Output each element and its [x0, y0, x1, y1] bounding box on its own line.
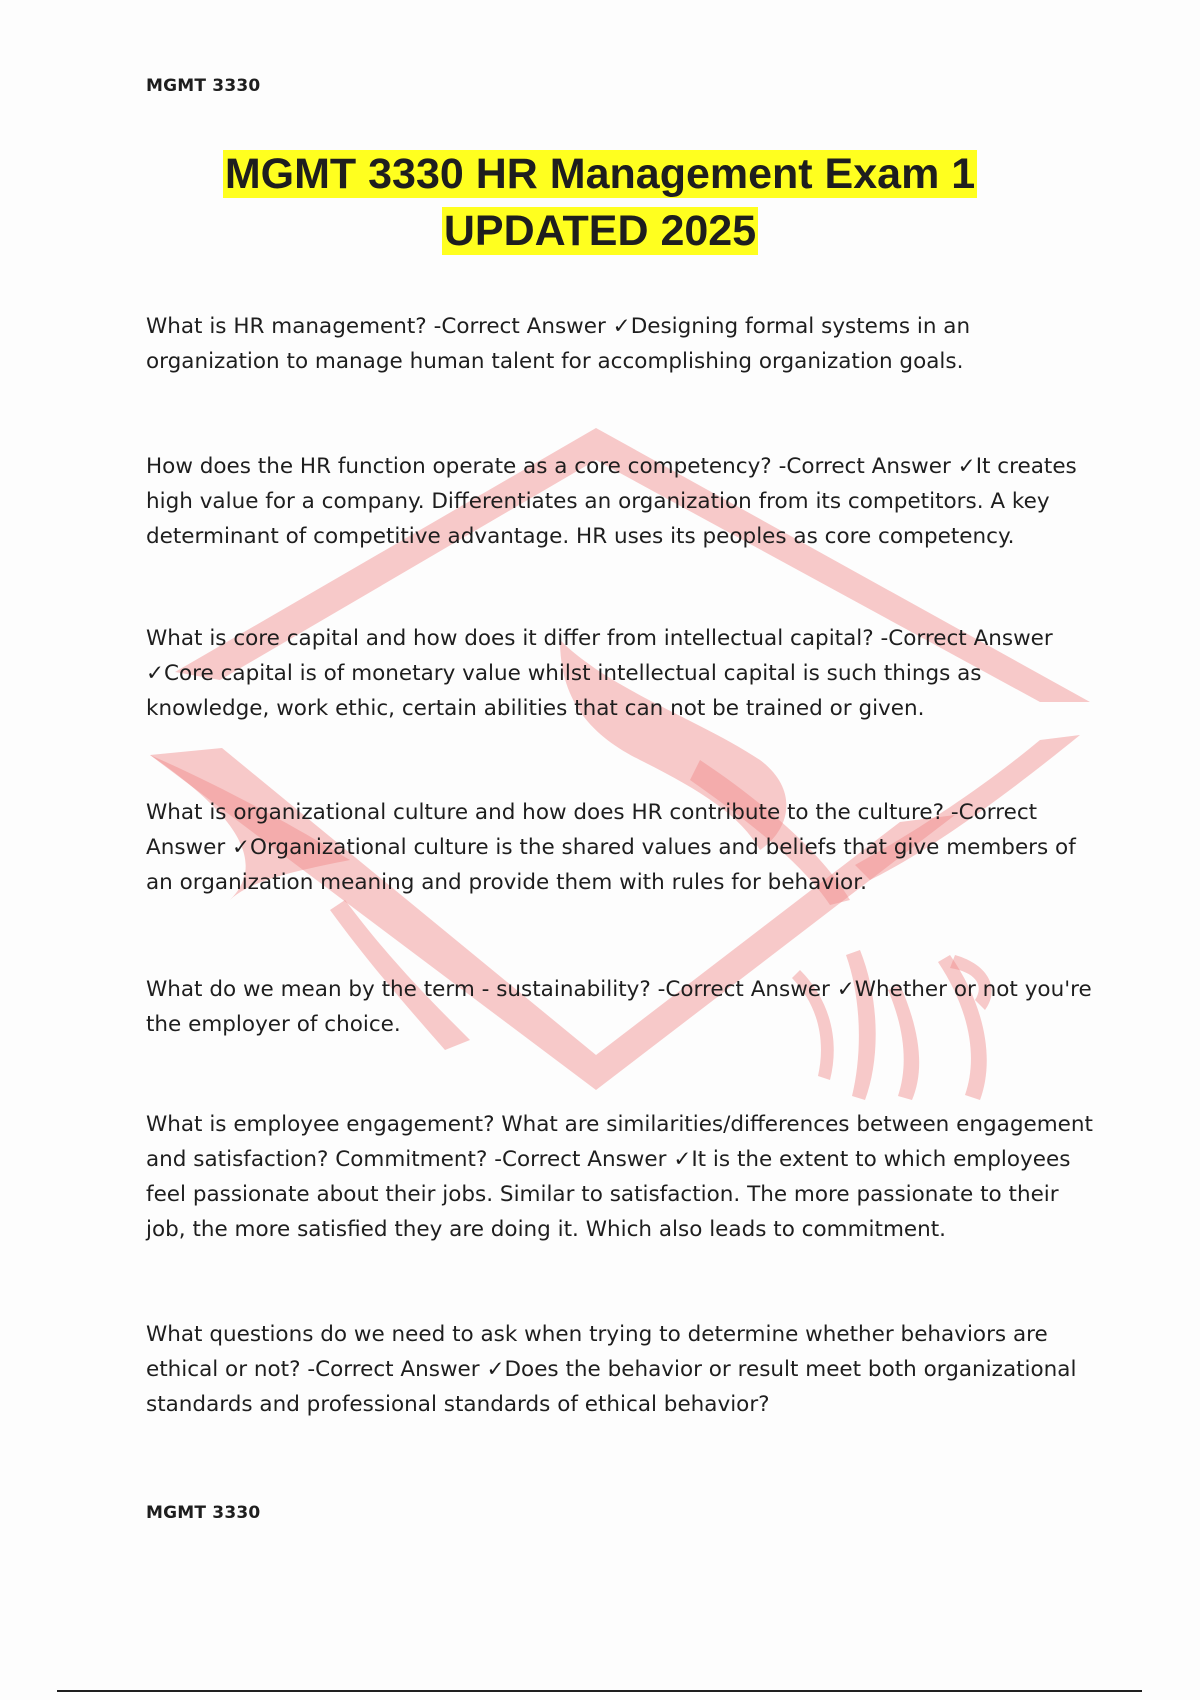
question-text: What is employee engagement? What are similarities/differences between engagement and satisfaction? Commitment? — [146, 1112, 1093, 1172]
check-icon: ✓ — [486, 1357, 505, 1382]
answer-text: Whether or not you're the employer of choice. — [146, 977, 1092, 1037]
question-text: What is HR management? — [146, 314, 427, 339]
question-text: What do we mean by the term - sustainability? — [146, 977, 651, 1002]
answer-text: It creates high value for a company. Differentiates an organization from its competitors. A key determinant of competitive advantage. HR uses its peoples as core competency. — [146, 454, 1077, 549]
qa-item-6 — [146, 1107, 1096, 1247]
answer-text: Core capital is of monetary value whilst intellectual capital is such things as knowledge, work ethic, certain abilities that can not be trained or given. — [146, 661, 982, 721]
check-icon: ✓ — [232, 835, 251, 860]
answer-marker: -Correct Answer — [433, 314, 606, 339]
check-icon: ✓ — [612, 314, 631, 339]
question-text: How does the HR function operate as a core competency? — [146, 454, 772, 479]
question-text: What is core capital and how does it differ from intellectual capital? — [146, 626, 874, 651]
answer-marker: -Correct Answer — [494, 1147, 667, 1172]
title-line-2: UPDATED 2025 — [443, 207, 757, 255]
qa-item-1 — [146, 309, 1096, 379]
qa-item-5 — [146, 972, 1096, 1042]
header-course-label: MGMT 3330 — [146, 76, 261, 96]
qa-item-4 — [146, 795, 1096, 900]
check-icon: ✓ — [957, 454, 976, 479]
answer-marker: -Correct Answer — [778, 454, 951, 479]
page-bottom-rule — [57, 1690, 1142, 1692]
check-icon: ✓ — [673, 1147, 692, 1172]
footer-course-label: MGMT 3330 — [146, 1503, 261, 1523]
qa-item-3 — [146, 621, 1096, 726]
qa-item-2 — [146, 449, 1096, 554]
title-line-1: MGMT 3330 HR Management Exam 1 — [224, 150, 976, 198]
check-icon: ✓ — [146, 661, 165, 686]
question-text: What is organizational culture and how does HR contribute to the culture? — [146, 800, 945, 825]
answer-text: Organizational culture is the shared values and beliefs that give members of an organization meaning and provide them with rules for behavior. — [146, 835, 1076, 895]
document-title — [0, 146, 1200, 260]
answer-marker: -Correct Answer — [880, 626, 1053, 651]
answer-text: Designing formal systems in an organization to manage human talent for accomplishing organization goals. — [146, 314, 971, 374]
answer-marker: -Correct Answer — [657, 977, 830, 1002]
check-icon: ✓ — [836, 977, 855, 1002]
answer-text: Does the behavior or result meet both organizational standards and professional standards of ethical behavior? — [146, 1357, 1077, 1417]
answer-text: It is the extent to which employees feel passionate about their jobs. Similar to satisfaction. The more passionate to their job, the more satisfied they are doing it. Which also leads to commitment. — [146, 1147, 1071, 1242]
question-text: What questions do we need to ask when trying to determine whether behaviors are ethical or not? — [146, 1322, 1048, 1382]
answer-marker: -Correct Answer — [307, 1357, 480, 1382]
qa-item-7 — [146, 1317, 1096, 1422]
answer-marker: -Correct Answer — [146, 800, 1038, 860]
